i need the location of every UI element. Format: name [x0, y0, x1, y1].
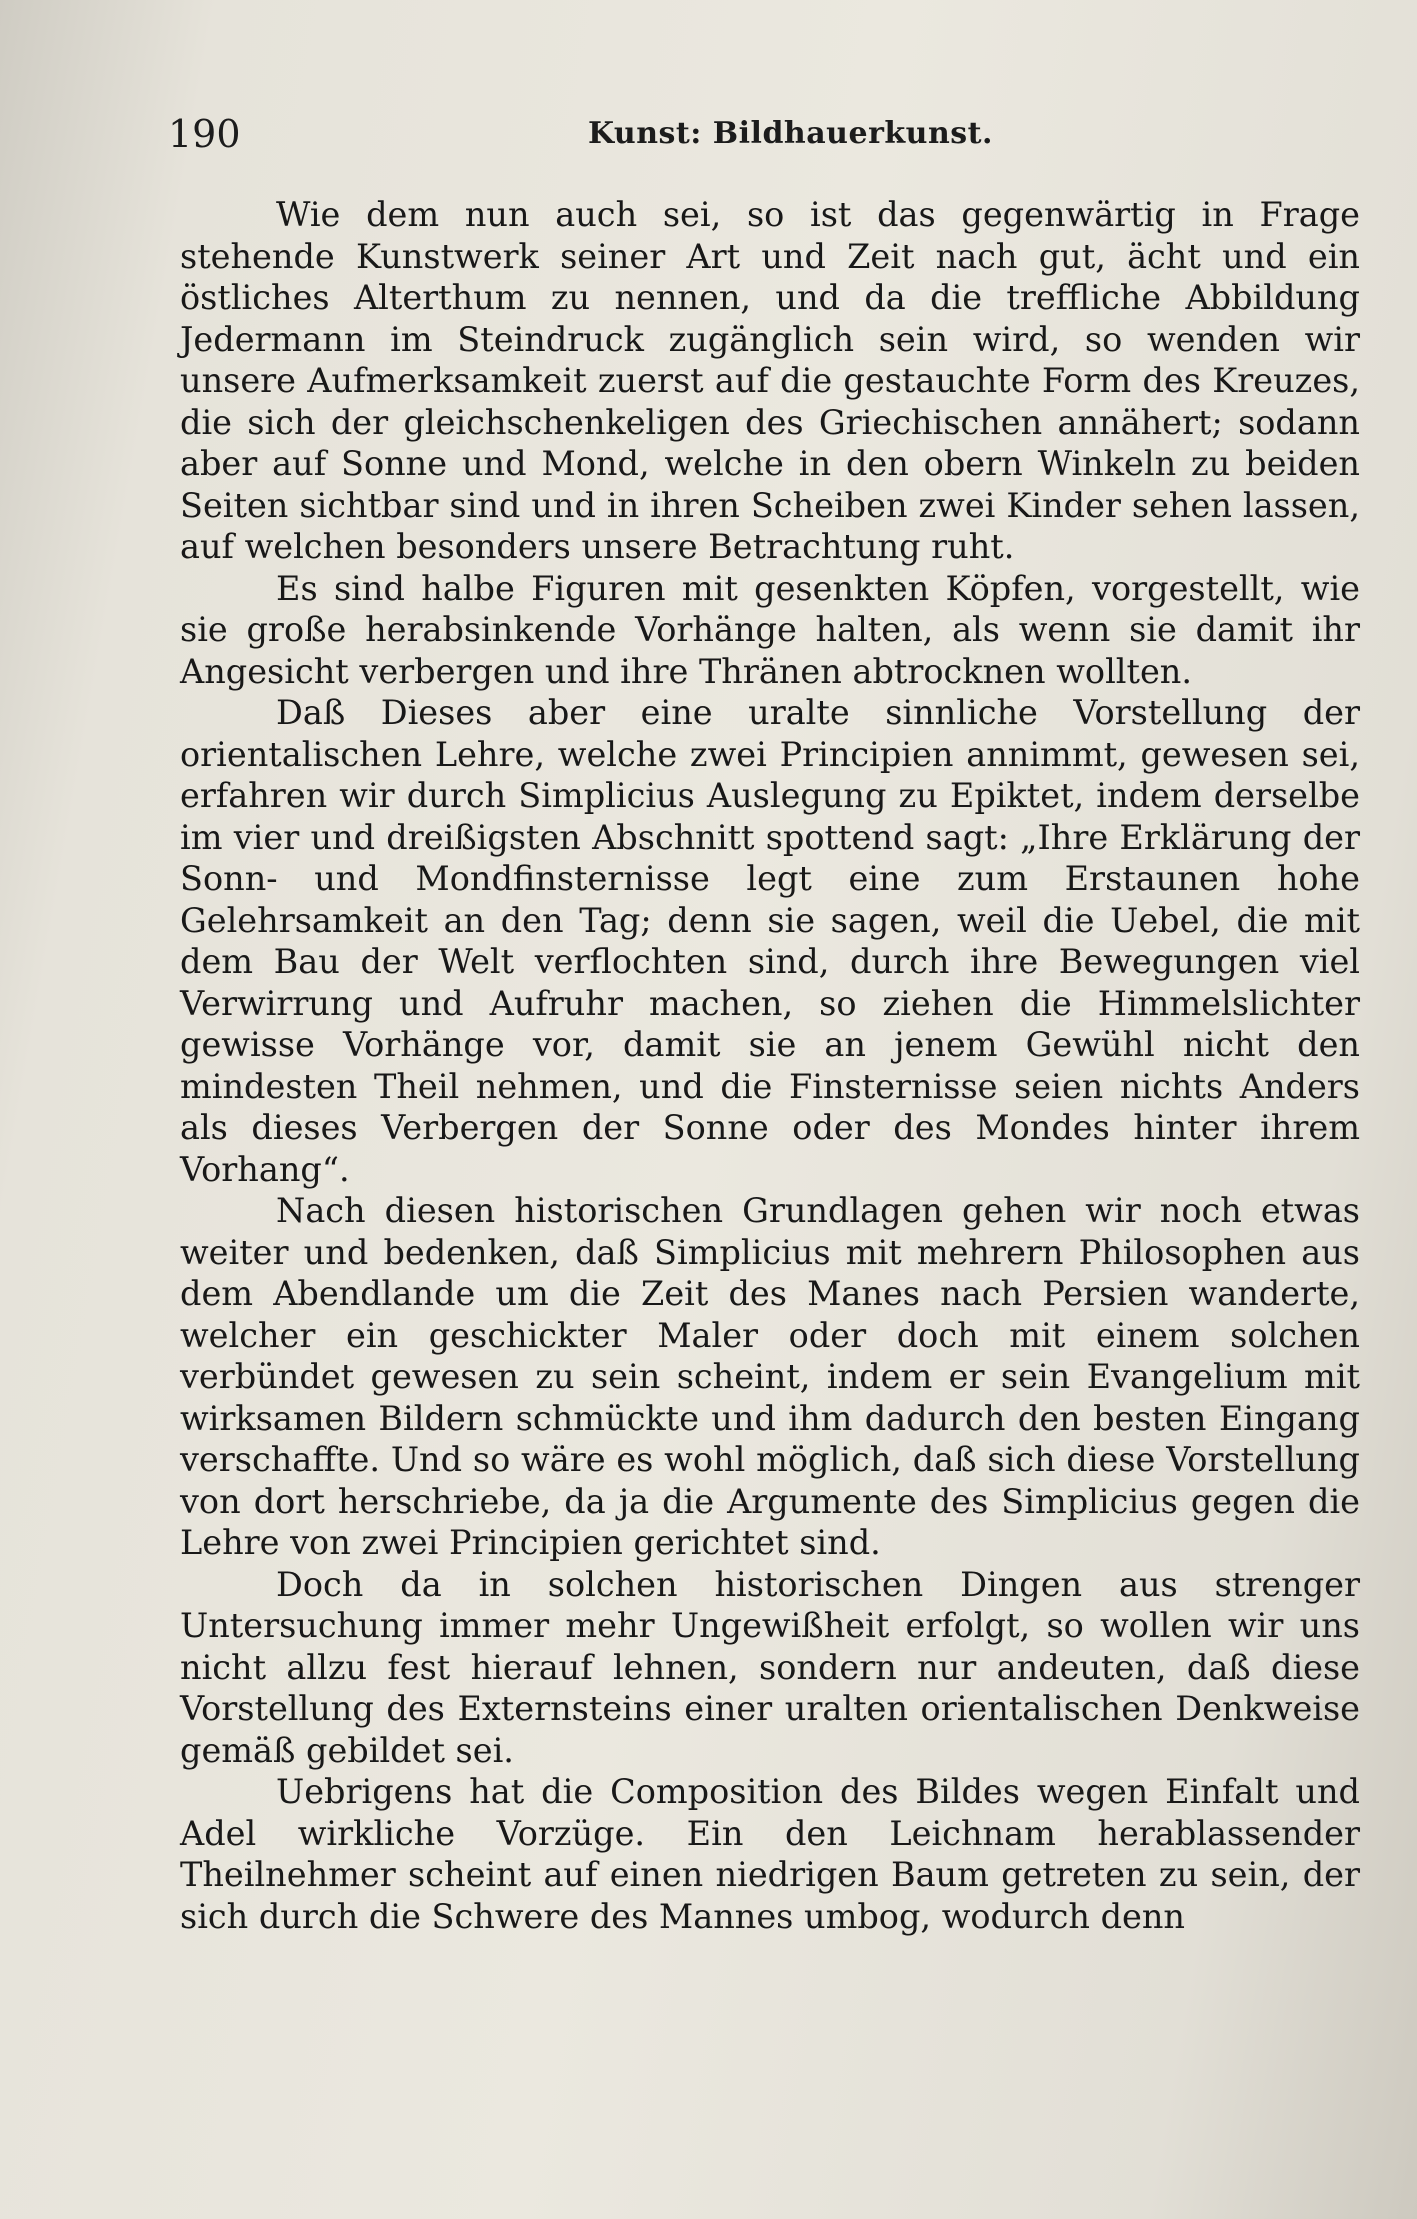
- paragraph-2: Es sind halbe Figuren mit gesenkten Köpfen, vorgestellt, wie sie große herabsinkende Vorhänge halten, als wenn sie damit ihr Angesicht verbergen und ihre Thränen abtrocknen wollten.: [180, 568, 1360, 691]
- page-number: 190: [168, 112, 241, 156]
- paragraph-6: Uebrigens hat die Composition des Bildes wegen Einfalt und Adel wirkliche Vorzüge. Ein den Leichnam herablassender Theilnehmer scheint auf einen niedrigen Baum getreten zu sein, der sich durch die Schwere des Mannes umbog, wodurch denn: [180, 1772, 1360, 1936]
- page-header: [168, 112, 1348, 162]
- running-head: Kunst: Bildhauerkunst.: [588, 116, 993, 151]
- paragraph-5: Doch da in solchen historischen Dingen aus strenger Untersuchung immer mehr Ungewißheit erfolgt, so wollen wir uns nicht allzu fest hierauf lehnen, sondern nur andeuten, daß diese Vorstellung des Externsteins einer uralten orientalischen Denkweise gemäß gebildet sei.: [180, 1564, 1360, 1770]
- paragraph-3: Daß Dieses aber eine uralte sinnliche Vorstellung der orientalischen Lehre, welche zwei Principien annimmt, gewesen sei, erfahren wir durch Simplicius Auslegung zu Epiktet, indem derselbe im vier und dreißigsten Abschnitt spottend sagt: „Ihre Erklärung der Sonn- und Mondfinsternisse legt eine zum Erstaunen hohe Gelehrsamkeit an den Tag; denn sie sagen, weil die Uebel, die mit dem Bau der Welt verflochten sind, durch ihre Bewegungen viel Verwirrung und Aufruhr machen, so ziehen die Himmelslichter gewisse Vorhänge vor, damit sie an jenem Gewühl nicht den mindesten Theil nehmen, und die Finsternisse seien nichts Anders als dieses Verbergen der Sonne oder des Mondes hinter ihrem Vorhang“.: [180, 693, 1360, 1189]
- paragraph-4: Nach diesen historischen Grundlagen gehen wir noch etwas weiter und bedenken, daß Simplicius mit mehrern Philosophen aus dem Abendlande um die Zeit des Manes nach Persien wanderte, welcher ein geschickter Maler oder doch mit einem solchen verbündet gewesen zu sein scheint, indem er sein Evangelium mit wirksamen Bildern schmückte und ihm dadurch den besten Eingang verschaffte. Und so wäre es wohl möglich, daß sich diese Vorstellung von dort herschriebe, da ja die Argumente des Simplicius gegen die Lehre von zwei Principien gerichtet sind.: [180, 1191, 1360, 1562]
- body-text: [180, 194, 1360, 1937]
- paragraph-1: Wie dem nun auch sei, so ist das gegenwärtig in Frage stehende Kunstwerk seiner Art und Zeit nach gut, ächt und ein östliches Alterthum zu nennen, und da die treffliche Abbildung Jedermann im Steindruck zugänglich sein wird, so wenden wir unsere Aufmerksamkeit zuerst auf die gestauchte Form des Kreuzes, die sich der gleichschenkeligen des Griechischen annähert; sodann aber auf Sonne und Mond, welche in den obern Winkeln zu beiden Seiten sichtbar sind und in ihren Scheiben zwei Kinder sehen lassen, auf welchen besonders unsere Betrachtung ruht.: [180, 195, 1360, 566]
